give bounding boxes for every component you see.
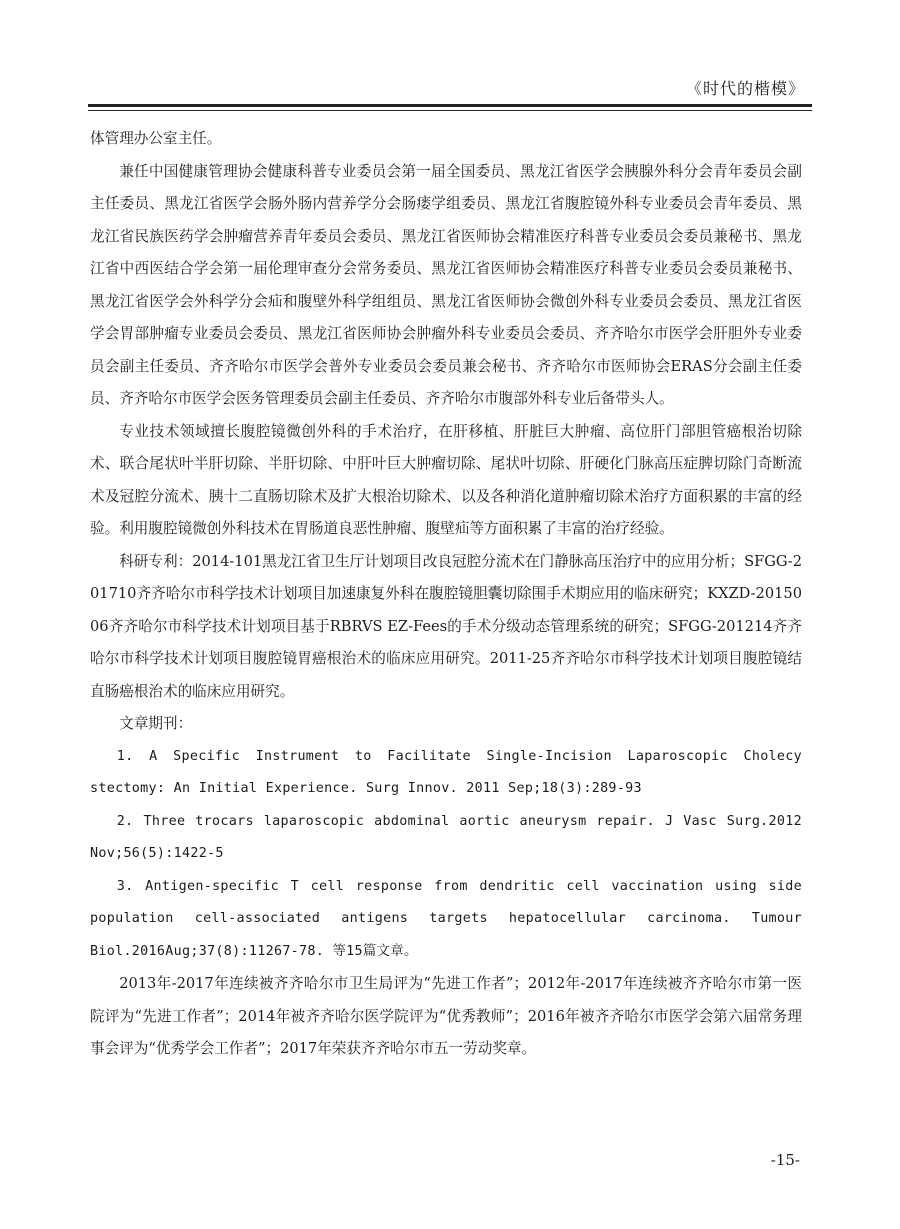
header-rule-thick xyxy=(88,104,812,107)
paragraph-expertise: 专业技术领域擅长腹腔镜微创外科的手术治疗，在肝移植、肝脏巨大肿瘤、高位肝门部胆管癌根治切除术、联合尾状叶半肝切除、半肝切除、中肝叶巨大肿瘤切除、尾状叶切除、肝硬化门脉高压症脾切除门奇断流术及冠腔分流术、胰十二直肠切除术及扩大根治切除术、以及各种消化道肿瘤切除术治疗方面积累的丰富的经验。利用腹腔镜微创外科技术在胃肠道良恶性肿瘤、腹壁疝等方面积累了丰富的治疗经验。 xyxy=(90,422,802,537)
header-rule-thin xyxy=(88,110,812,111)
running-header-title: 《时代的楷模》 xyxy=(685,79,805,98)
page-number: -15- xyxy=(770,1151,800,1169)
reference-item-3: 3. Antigen-specific T cell response from dendritic cell vaccination using side population cell-associated antigens targets hepatocellular carcinoma. Tumour Biol.2016Aug;37(8):11267-78. 等15篇文章。 xyxy=(90,878,802,959)
reference-item-2: 2. Three trocars laparoscopic abdominal aortic aneurysm repair. J Vasc Surg.2012 Nov;56(5):1422-5 xyxy=(90,813,802,861)
page-body xyxy=(90,123,802,1066)
paragraph-appointments: 兼任中国健康管理协会健康科普专业委员会第一届全国委员、黑龙江省医学会胰腺外科分会青年委员会副主任委员、黑龙江省医学会肠外肠内营养学分会肠瘘学组委员、黑龙江省腹腔镜外科专业委员会青年委员、黑龙江省民族医药学会肿瘤营养青年委员会委员、黑龙江省医师协会精准医疗科普专业委员会委员兼秘书、黑龙江省中西医结合学会第一届伦理审查分会常务委员、黑龙江省医师协会精准医疗科普专业委员会委员兼秘书、黑龙江省医学会外科学分会疝和腹壁外科学组组员、黑龙江省医师协会微创外科专业委员会委员、黑龙江省医学会胃部肿瘤专业委员会委员、黑龙江省医师协会肿瘤外科专业委员会委员、齐齐哈尔市医学会肝胆外专业委员会副主任委员、齐齐哈尔市医学会普外专业委员会委员兼会秘书、齐齐哈尔市医师协会ERAS分会副主任委员、齐齐哈尔市医学会医务管理委员会副主任委员、齐齐哈尔市腹部外科专业后备带头人。 xyxy=(90,162,802,407)
paragraph-research-projects: 科研专利：2014-101黑龙江省卫生厅计划项目改良冠腔分流术在门静脉高压治疗中的应用分析；SFGG-201710齐齐哈尔市科学技术计划项目加速康复外科在腹腔镜胆囊切除围手术期应用的临床研究；KXZD-2015006齐齐哈尔市科学技术计划项目基于RBRVS EZ-Fees的手术分级动态管理系统的研究；SFGG-201214齐齐哈尔市科学技术计划项目腹腔镜胃癌根治术的临床应用研究。2011-25齐齐哈尔市科学技术计划项目腹腔镜结直肠癌根治术的临床应用研究。 xyxy=(90,552,802,700)
reference-item-1: 1. A Specific Instrument to Facilitate Single-Incision Laparoscopic Cholecy stectomy: An Initial Experience. Surg Innov. 2011 Sep;18(3):289-93 xyxy=(90,748,802,796)
paragraph-publications-heading: 文章期刊： xyxy=(119,715,193,732)
paragraph-continuation: 体管理办公室主任。 xyxy=(90,130,222,147)
paragraph-awards: 2013年-2017年连续被齐齐哈尔市卫生局评为“先进工作者”；2012年-2017年连续被齐齐哈尔市第一医院评为“先进工作者”；2014年被齐齐哈尔医学院评为“优秀教师”；2016年被齐齐哈尔市医学会第六届常务理事会评为“优秀学会工作者”；2017年荣获齐齐哈尔市五一劳动奖章。 xyxy=(90,975,802,1057)
